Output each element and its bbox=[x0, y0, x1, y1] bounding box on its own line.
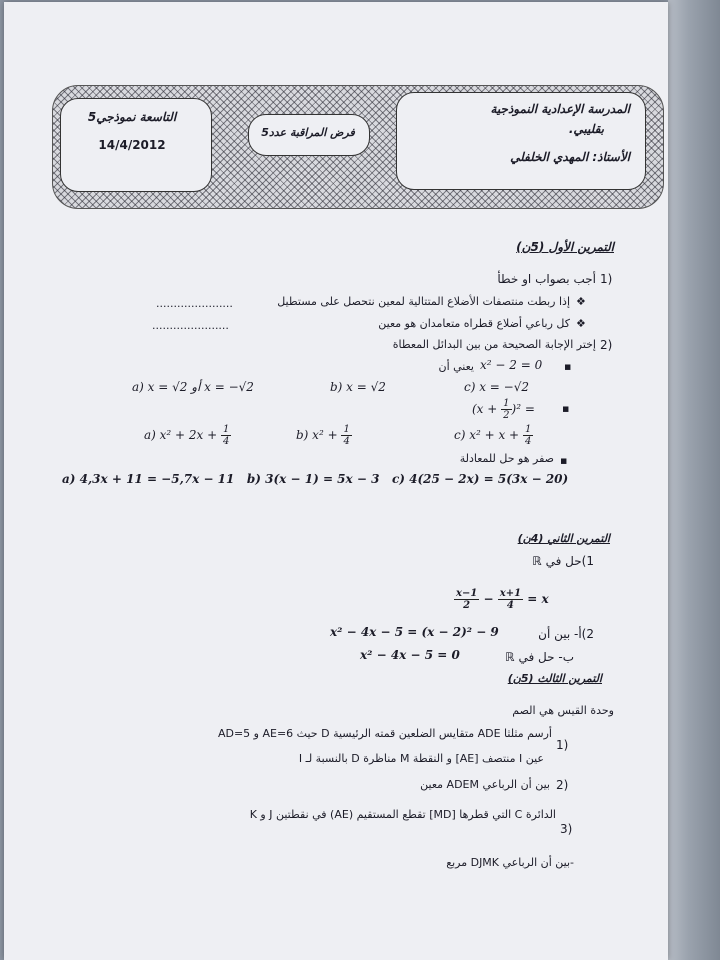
exam-paper bbox=[4, 2, 668, 960]
eq-rhs: = x bbox=[527, 592, 549, 606]
fraction-one-half bbox=[501, 398, 511, 421]
item3-text: صفر هو حل للمعادلة bbox=[459, 452, 554, 465]
bullet-square: ▪ bbox=[560, 454, 568, 467]
fraction-one-quarter bbox=[523, 424, 533, 447]
ex2-q2a-label: 2)أ- بين أن bbox=[538, 627, 594, 641]
item2-a-text: a) x² + 2x + bbox=[144, 428, 218, 442]
exercise3-title: التمرين الثالث (5ن) bbox=[507, 672, 602, 685]
item1-option-a: a) x = √2 أو x = −√2 bbox=[132, 380, 254, 394]
school-name: المدرسة الإعدادية النموذجية bbox=[490, 102, 630, 116]
item2-c-text: c) x² + x + bbox=[454, 428, 520, 442]
ex3-q3-number: 3) bbox=[560, 822, 573, 836]
q1-statement-a: إذا ربطت منتصفات الأضلاع المتتالية لمعين نتحصل على مستطيل bbox=[277, 295, 570, 308]
exercise1-title: التمرين الأول (5ن) bbox=[516, 240, 614, 254]
ex3-q2-text: بين أن الرباعي ADEM معين bbox=[420, 778, 550, 791]
ex2-equation1 bbox=[454, 588, 549, 611]
ex3-q2-number: 2) bbox=[556, 778, 569, 792]
fraction-one-quarter bbox=[221, 424, 231, 447]
test-title: فرض المراقبة عدد5 bbox=[261, 126, 355, 139]
ex3-q1-number: 1) bbox=[556, 738, 569, 752]
ex3-q3-text: الدائرة C التي قطرها [MD] تقطع المستقيم (AE) في نقطتين J و K bbox=[249, 808, 556, 821]
item2-b-text: b) x² + bbox=[296, 428, 338, 442]
q1-statement-b: كل رباعي أضلاع قطراه متعامدان هو معين bbox=[378, 317, 570, 330]
frac-den: 2 bbox=[503, 410, 510, 421]
fraction-one-quarter bbox=[341, 424, 351, 447]
frac-num: x−1 bbox=[456, 588, 478, 599]
frac-den: 2 bbox=[463, 600, 471, 611]
item1-equation: x² − 2 = 0 bbox=[480, 358, 543, 372]
item1-option-b: b) x = √2 bbox=[330, 380, 386, 394]
paper-edge-background bbox=[668, 0, 720, 960]
exam-date: 14/4/2012 bbox=[98, 138, 166, 152]
item2-option-a bbox=[144, 424, 231, 447]
item2-eq-right: )² = bbox=[511, 402, 535, 416]
ex3-q3-text2: -بين أن الرباعي DJMK مربع bbox=[446, 856, 574, 869]
frac-num: 1 bbox=[343, 424, 350, 435]
item2-eq-left: (x + bbox=[472, 402, 498, 416]
frac-den: 4 bbox=[524, 436, 532, 447]
class-name: التاسعة نموذجي5 bbox=[87, 110, 177, 124]
frac-den: 4 bbox=[343, 436, 350, 447]
q1-instruction: أجب بصواب او خطأ bbox=[497, 272, 596, 286]
ex3-q1-text2: عين I منتصف [AE] و النقطة M مناظرة D بالنسبة لـ I bbox=[298, 752, 544, 765]
q1-number: 1) bbox=[600, 272, 613, 286]
frac-num: x+1 bbox=[499, 588, 522, 599]
item1-option-c: c) x = −√2 bbox=[464, 380, 530, 394]
frac-den: 4 bbox=[223, 436, 230, 447]
fraction-x-plus-1-over-4 bbox=[498, 588, 523, 611]
answer-dots-a: ...................... bbox=[156, 297, 233, 310]
ex2-q2b-label: ب- حل في ℝ bbox=[505, 650, 574, 664]
frac-den: 4 bbox=[506, 600, 514, 611]
fraction-x-minus-1-over-2 bbox=[454, 588, 479, 611]
bullet-diamond: ❖ bbox=[576, 295, 586, 308]
bullet-square: ▪ bbox=[564, 360, 572, 373]
eq-minus: − bbox=[483, 592, 494, 606]
q2-instruction: إختر الإجابة الصحيحة من بين البدائل المعطاة bbox=[392, 338, 596, 351]
bullet-diamond: ❖ bbox=[576, 317, 586, 330]
ex3-q1-text: أرسم مثلثا ADE متقايس الضلعين قمته الرئيسية D حيث AE=6 و AD=5 bbox=[217, 727, 552, 740]
ex2-q2a-equation: x² − 4x − 5 = (x − 2)² − 9 bbox=[330, 625, 499, 639]
exercise2-title: التمرين الثاني (4ن) bbox=[517, 532, 610, 545]
item2-equation bbox=[472, 398, 535, 421]
ex2-q1: 1)حل في ℝ bbox=[532, 554, 594, 568]
answer-dots-b: ...................... bbox=[152, 319, 229, 332]
item3-options: a) 4,3x + 11 = −5,7x − 11 b) 3(x − 1) = 5x − 3 c) 4(25 − 2x) = 5(3x − 20) bbox=[62, 472, 569, 486]
bullet-square: ▪ bbox=[562, 402, 570, 415]
frac-num: 1 bbox=[223, 424, 230, 435]
ex2-q2b-equation: x² − 4x − 5 = 0 bbox=[360, 648, 460, 662]
school-city: بقليبي. bbox=[568, 122, 604, 136]
teacher-name: الأستاذ: المهدي الخلفلي bbox=[510, 150, 630, 164]
q2-number: 2) bbox=[600, 338, 613, 352]
ex3-unit: وحدة القيس هي الصم bbox=[512, 704, 614, 717]
item2-option-c bbox=[454, 424, 533, 447]
frac-num: 1 bbox=[503, 398, 510, 409]
frac-num: 1 bbox=[524, 424, 532, 435]
item1-means: يعني أن bbox=[438, 360, 474, 373]
item2-option-b bbox=[296, 424, 352, 447]
